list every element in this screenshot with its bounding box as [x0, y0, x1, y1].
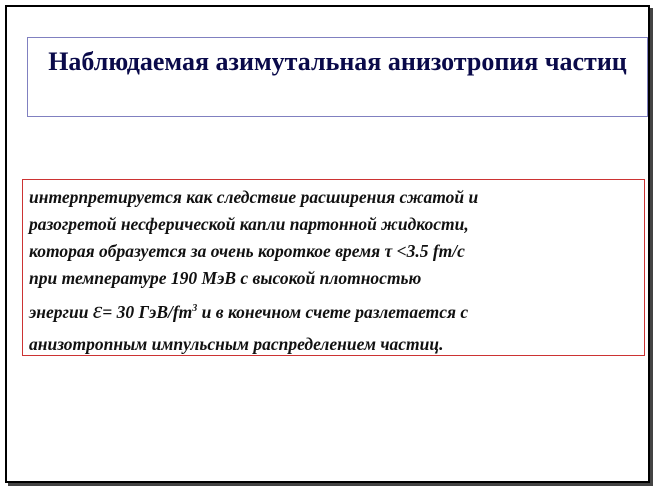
body-line-3: которая образуется за очень короткое время τ <3.5 fm/c: [29, 241, 465, 261]
body-line-5: [29, 292, 638, 331]
title-box: [27, 37, 648, 117]
body-line-1: интерпретируется как следствие расширения сжатой и: [29, 187, 479, 207]
body-line-2: разогретой несферической капли партонной жидкости,: [29, 214, 469, 234]
slide-title: Наблюдаемая азимутальная анизотропия частиц: [48, 47, 627, 76]
body-line-4: при температуре 190 МэВ с высокой плотностью: [29, 268, 422, 288]
body-line-5-rest: и в конечном счете разлетается с: [197, 302, 469, 322]
body-text-box: [22, 179, 645, 356]
epsilon-symbol: ε: [92, 298, 103, 324]
body-line-6: анизотропным импульсным распределением частиц.: [29, 334, 444, 354]
energy-label: энергии: [29, 302, 93, 322]
body-paragraph: [29, 184, 638, 357]
energy-value: = 30 ГэВ/fm: [102, 302, 193, 322]
slide-frame: [5, 5, 650, 483]
cube-superscript: 3: [192, 303, 198, 315]
